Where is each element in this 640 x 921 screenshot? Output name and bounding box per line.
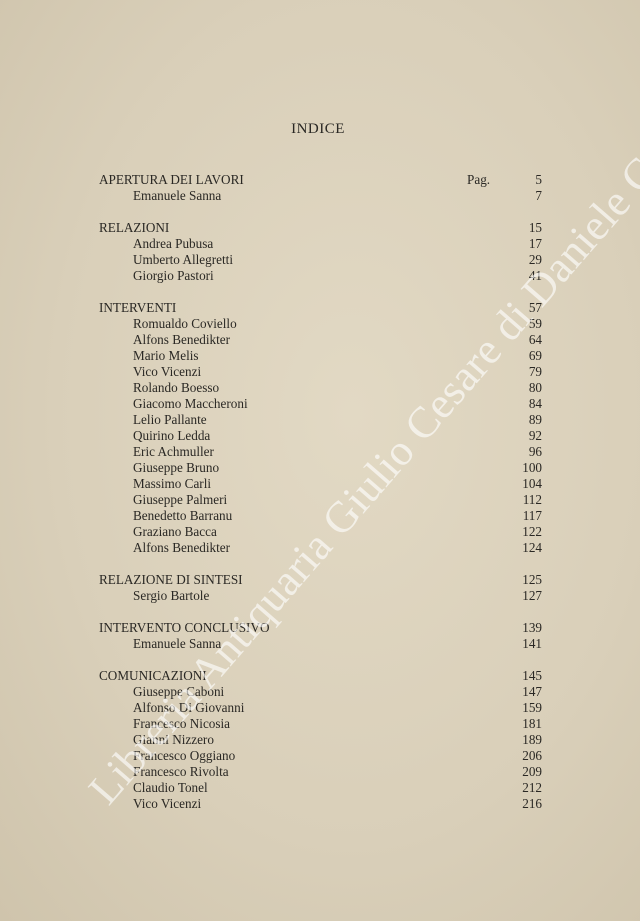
entry-author: Graziano Bacca (133, 524, 217, 539)
toc-entry (99, 636, 542, 652)
toc-entry (99, 764, 542, 780)
section-heading: COMUNICAZIONI (99, 668, 207, 683)
entry-page-number: 96 (528, 444, 542, 459)
entry-page-number: 84 (528, 396, 542, 411)
entry-page-number: 64 (528, 332, 542, 347)
toc-section-heading-row (99, 572, 542, 588)
entry-page-number: 89 (528, 412, 542, 427)
entry-author: Umberto Allegretti (133, 252, 233, 267)
entry-author: Francesco Nicosia (133, 716, 231, 731)
entry-page-number: 159 (522, 700, 542, 715)
toc-entry (99, 588, 542, 604)
toc-entry (99, 780, 542, 796)
toc-entry (99, 316, 542, 332)
section-page-number: 57 (528, 300, 542, 315)
toc-entry (99, 412, 542, 428)
entry-author: Giorgio Pastori (133, 268, 214, 283)
toc-section-heading-row (99, 172, 542, 188)
toc-entry (99, 716, 542, 732)
entry-author: Mario Melis (133, 348, 199, 363)
section-heading: INTERVENTO CONCLUSIVO (99, 620, 270, 635)
section-page-number: 139 (522, 620, 542, 635)
toc-section (99, 220, 542, 284)
entry-page-number: 209 (522, 764, 542, 779)
entry-page-number: 17 (528, 236, 542, 251)
entry-author: Giuseppe Palmeri (133, 492, 228, 507)
entry-page-number: 100 (522, 460, 542, 475)
entry-page-number: 141 (522, 636, 542, 651)
entry-page-number: 29 (528, 252, 542, 267)
toc-entry (99, 508, 542, 524)
entry-author: Vico Vicenzi (133, 364, 202, 379)
toc-entry (99, 492, 542, 508)
section-page-number: 5 (535, 172, 542, 187)
entry-page-number: 122 (522, 524, 542, 539)
section-heading: RELAZIONE DI SINTESI (99, 572, 243, 587)
toc-section (99, 300, 542, 556)
toc-entry (99, 684, 542, 700)
toc-entry (99, 188, 542, 204)
section-page-number: 15 (528, 220, 542, 235)
section-heading: INTERVENTI (99, 300, 177, 315)
entry-author: Vico Vicenzi (133, 796, 202, 811)
entry-page-number: 124 (522, 540, 542, 555)
entry-author: Benedetto Barranu (133, 508, 233, 523)
toc-entry (99, 748, 542, 764)
toc-section-heading-row (99, 668, 542, 684)
entry-page-number: 127 (522, 588, 542, 603)
toc-section-heading-row (99, 220, 542, 236)
table-of-contents (99, 172, 542, 828)
entry-page-number: 104 (522, 476, 542, 491)
toc-entry (99, 380, 542, 396)
section-page-number: 145 (522, 668, 542, 683)
entry-page-number: 79 (528, 364, 542, 379)
entry-author: Alfons Benedikter (133, 332, 231, 347)
section-heading: RELAZIONI (99, 220, 170, 235)
toc-entry (99, 476, 542, 492)
entry-author: Alfons Benedikter (133, 540, 231, 555)
entry-page-number: 181 (522, 716, 542, 731)
entry-author: Francesco Oggiano (133, 748, 236, 763)
entry-author: Sergio Bartole (133, 588, 210, 603)
entry-page-number: 7 (535, 188, 542, 203)
entry-author: Giuseppe Caboni (133, 684, 225, 699)
entry-author: Romualdo Coviello (133, 316, 237, 331)
entry-author: Giuseppe Bruno (133, 460, 220, 475)
entry-author: Giacomo Maccheroni (133, 396, 248, 411)
entry-author: Quirino Ledda (133, 428, 211, 443)
toc-entry (99, 252, 542, 268)
page-title: INDICE (291, 121, 345, 137)
entry-author: Andrea Pubusa (133, 236, 214, 251)
entry-page-number: 117 (522, 508, 542, 523)
entry-author: Alfonso Di Giovanni (133, 700, 245, 715)
toc-section (99, 620, 542, 652)
entry-author: Massimo Carli (133, 476, 212, 491)
entry-page-number: 147 (522, 684, 542, 699)
toc-entry (99, 700, 542, 716)
section-page-number: 125 (522, 572, 542, 587)
entry-page-number: 41 (528, 268, 542, 283)
entry-author: Emanuele Sanna (133, 636, 222, 651)
toc-entry (99, 732, 542, 748)
section-heading: APERTURA DEI LAVORI (99, 172, 244, 187)
entry-author: Emanuele Sanna (133, 188, 222, 203)
toc-entry (99, 524, 542, 540)
entry-page-number: 212 (522, 780, 542, 795)
toc-entry (99, 540, 542, 556)
toc-section-heading-row (99, 300, 542, 316)
toc-entry (99, 236, 542, 252)
entry-page-number: 59 (528, 316, 542, 331)
pag-label: Pag. (467, 172, 491, 187)
toc-entry (99, 444, 542, 460)
entry-page-number: 69 (528, 348, 542, 363)
toc-entry (99, 364, 542, 380)
entry-author: Francesco Rivolta (133, 764, 229, 779)
toc-section (99, 668, 542, 812)
entry-page-number: 206 (522, 748, 542, 763)
toc-section (99, 572, 542, 604)
toc-entry (99, 396, 542, 412)
toc-entry (99, 796, 542, 812)
toc-entry (99, 348, 542, 364)
entry-page-number: 92 (528, 428, 542, 443)
entry-page-number: 80 (528, 380, 542, 395)
entry-page-number: 112 (522, 492, 542, 507)
toc-section-heading-row (99, 620, 542, 636)
toc-entry (99, 428, 542, 444)
toc-section (99, 172, 542, 204)
entry-author: Rolando Boesso (133, 380, 220, 395)
entry-author: Lelio Pallante (133, 412, 207, 427)
entry-author: Eric Achmuller (133, 444, 214, 459)
toc-entry (99, 268, 542, 284)
toc-entry (99, 460, 542, 476)
entry-author: Claudio Tonel (133, 780, 208, 795)
entry-author: Gianni Nizzero (133, 732, 214, 747)
entry-page-number: 216 (522, 796, 542, 811)
toc-entry (99, 332, 542, 348)
entry-page-number: 189 (522, 732, 542, 747)
